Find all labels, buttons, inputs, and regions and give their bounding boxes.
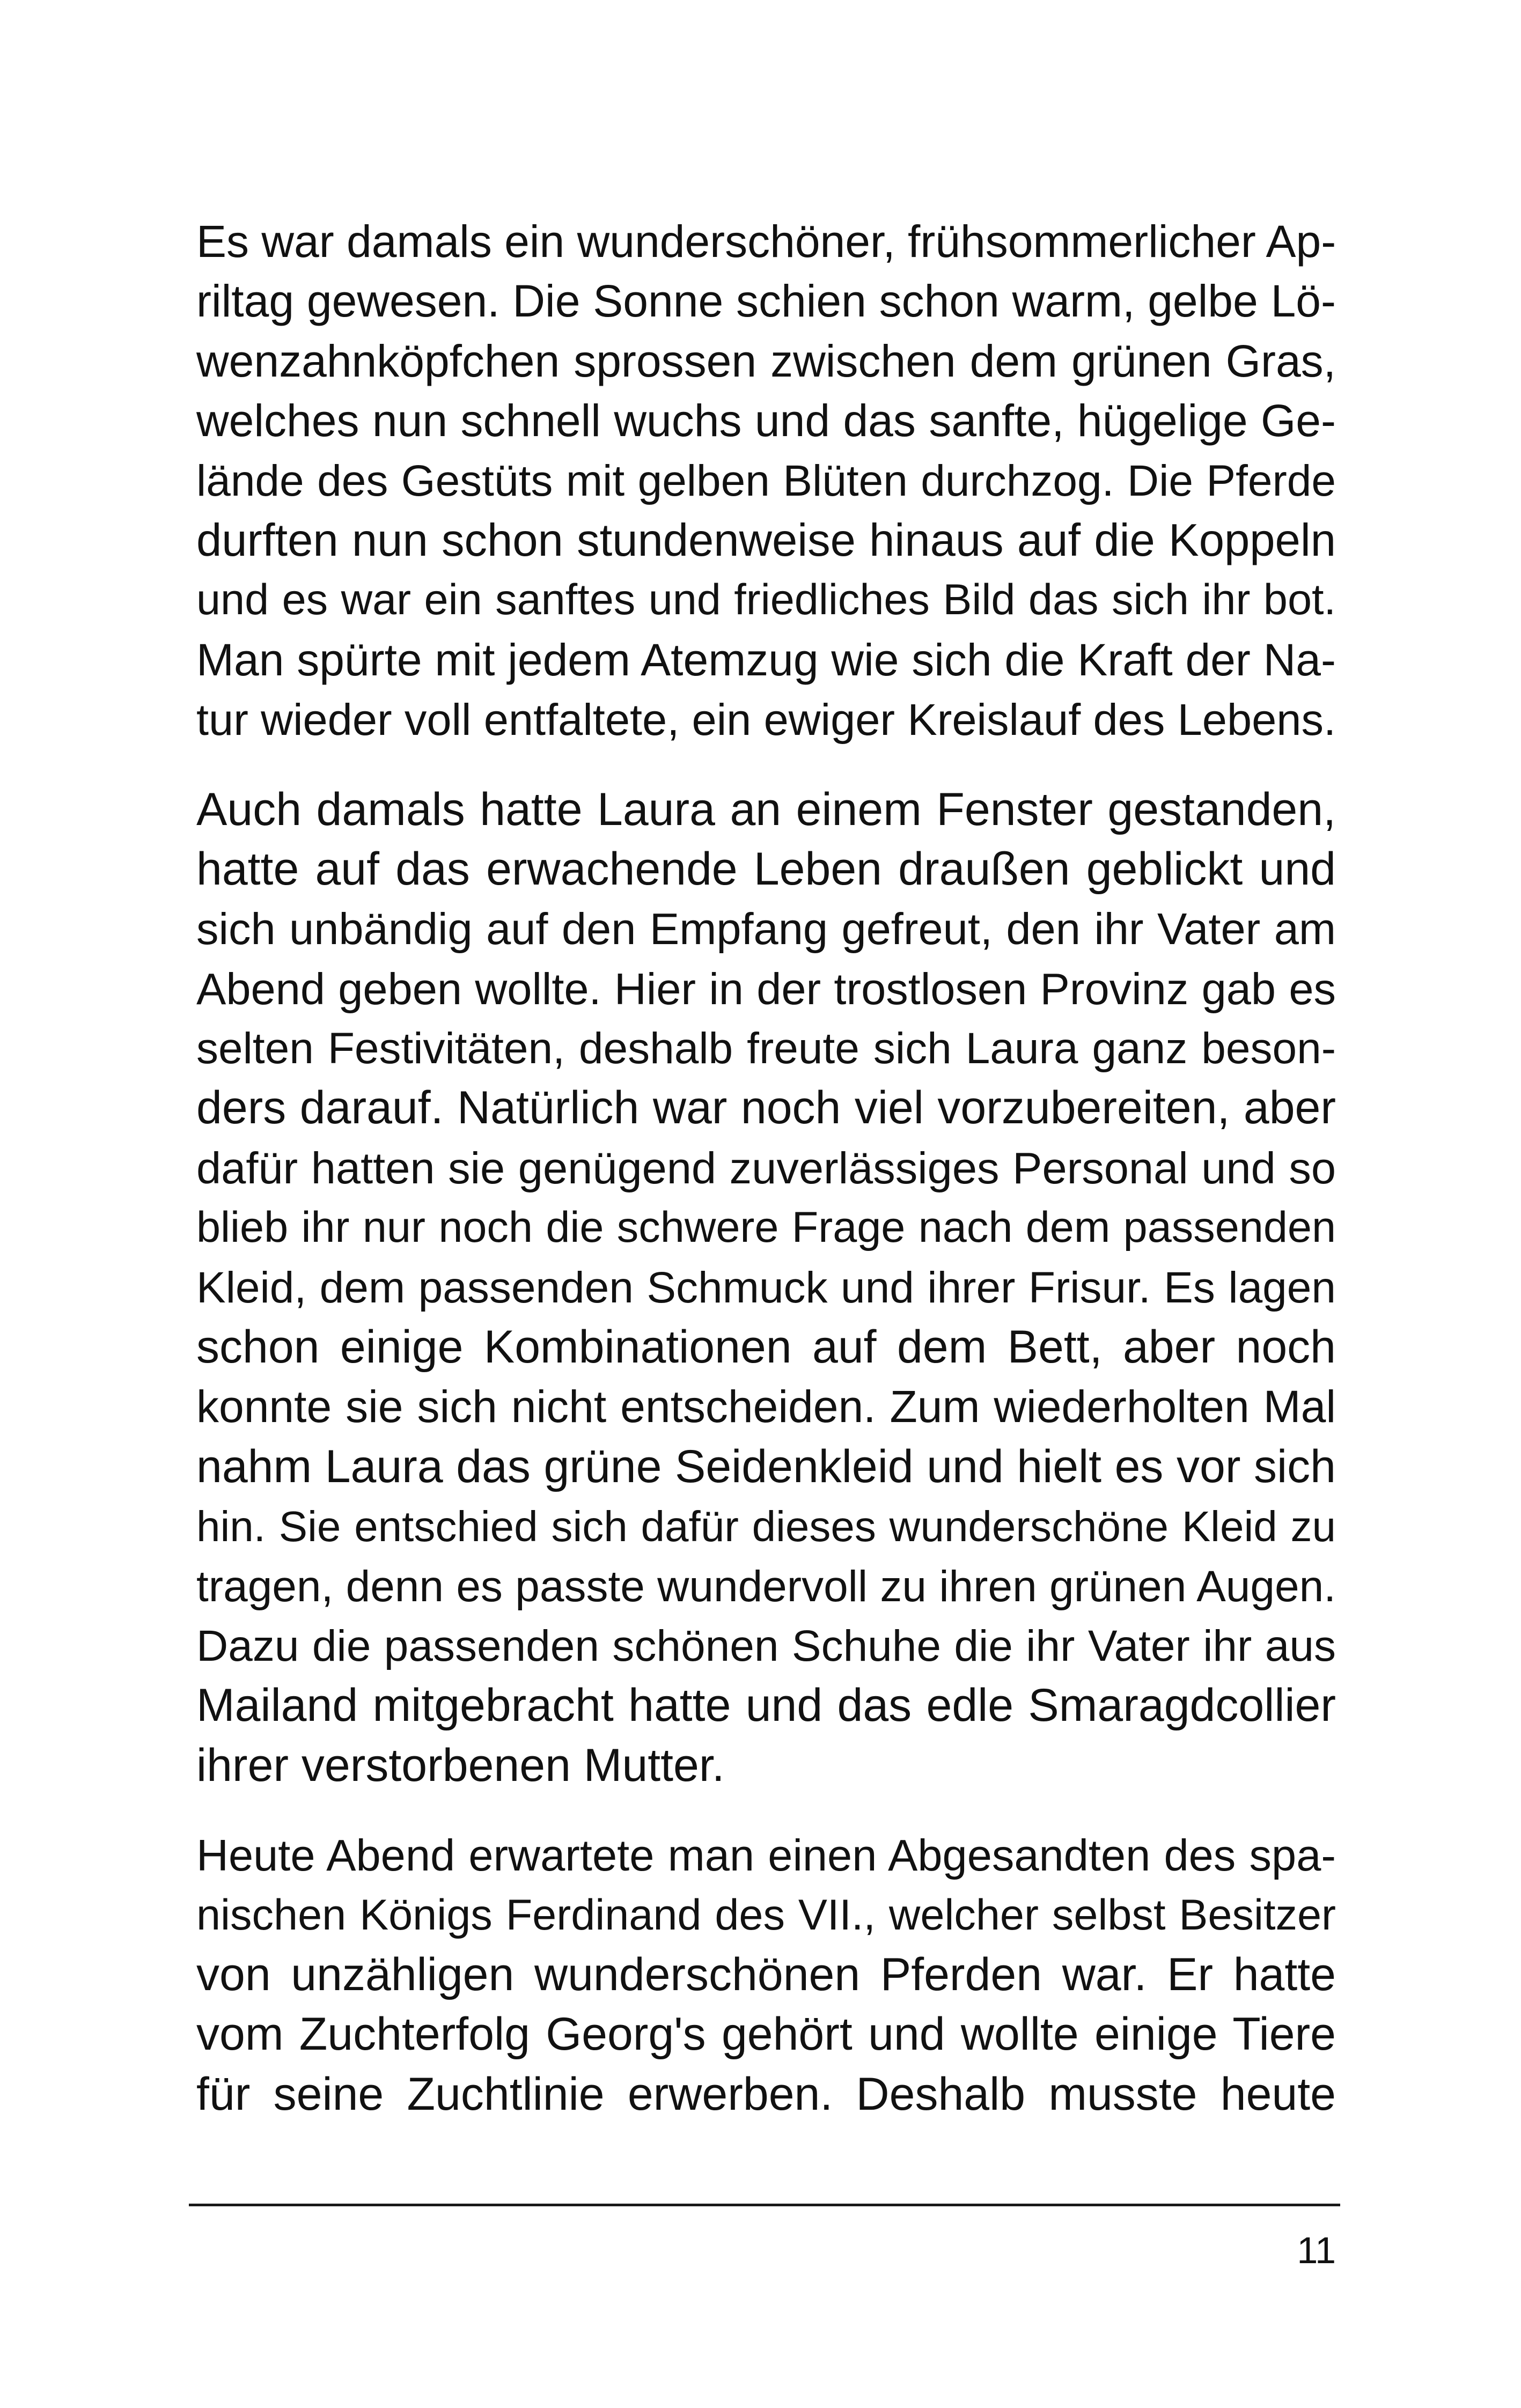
text-line: konnte sie sich nicht entscheiden. Zum wiederholten Mal [196,1381,1336,1432]
text-line: dafür hatten sie genügend zuverlässiges Personal und so [196,1143,1336,1193]
text-line: Dazu die passenden schönen Schuhe die ihr Vater ihr aus [196,1621,1336,1670]
text-line: Es war damals ein wunderschöner, frühsommerlicher Ap- [196,216,1336,267]
text-line: Abend geben wollte. Hier in der trostlosen Provinz gab es [196,963,1336,1014]
page-number: 11 [1297,2229,1336,2271]
text-line: lände des Gestüts mit gelben Blüten durchzog. Die Pferde [196,456,1336,505]
text-line: blieb ihr nur noch die schwere Frage nach dem passenden [196,1203,1336,1252]
text-line: Mailand mitgebracht hatte und das edle Smaragdcollier [196,1680,1336,1732]
paragraph-1 [196,212,1336,750]
text-line: tur wieder voll entfaltete, ein ewiger Kreislauf des Lebens. [196,695,1336,745]
text-line: Heute Abend erwartete man einen Abgesandten des spa- [196,1830,1336,1881]
text-line: welches nun schnell wuchs und das sanfte, hügelige Ge- [196,395,1336,446]
text-line: nahm Laura das grüne Seidenkleid und hielt es vor sich [196,1440,1336,1492]
text-line: Kleid, dem passenden Schmuck und ihrer Frisur. Es lagen [196,1263,1336,1312]
text-line: hatte auf das erwachende Leben draußen geblickt und [196,843,1336,895]
text-line: hin. Sie entschied sich dafür dieses wunderschöne Kleid zu [196,1503,1336,1551]
footer-rule [189,2204,1340,2206]
text-line: und es war ein sanftes und friedliches Bild das sich ihr bot. [196,576,1336,624]
text-line: ders darauf. Natürlich war noch viel vorzubereiten, aber [196,1082,1336,1134]
text-line: selten Festivitäten, deshalb freute sich Laura ganz beson- [196,1024,1336,1073]
text-line: schon einige Kombinationen auf dem Bett, aber noch [196,1321,1336,1373]
paragraph-3 [196,1825,1336,2124]
text-line: für seine Zuchtlinie erwerben. Deshalb musste heute [196,2068,1336,2120]
text-line: Man spürte mit jedem Atemzug wie sich die Kraft der Na- [196,634,1336,685]
text-line: nischen Königs Ferdinand des VII., welcher selbst Besitzer [196,1890,1336,1939]
text-line: riltag gewesen. Die Sonne schien schon warm, gelbe Lö- [196,276,1336,327]
text-line: durften nun schon stundenweise hinaus auf die Koppeln [196,514,1336,566]
text-line: vom Zuchterfolg Georg's gehört und wollte einige Tiere [196,2008,1336,2060]
text-line: wenzahnköpfchen sprossen zwischen dem grünen Gras, [196,335,1336,386]
text-line: Auch damals hatte Laura an einem Fenster gestanden, [196,783,1336,835]
page-body [196,212,1336,2124]
text-line: tragen, denn es passte wundervoll zu ihren grünen Augen. [196,1562,1336,1611]
text-line: von unzähligen wunderschönen Pferden war. Er hatte [196,1948,1336,2000]
paragraph-2 [196,780,1336,1796]
text-line: sich unbändig auf den Empfang gefreut, den ihr Vater am [196,904,1336,954]
text-line: ihrer verstorbenen Mutter. [196,1739,725,1791]
